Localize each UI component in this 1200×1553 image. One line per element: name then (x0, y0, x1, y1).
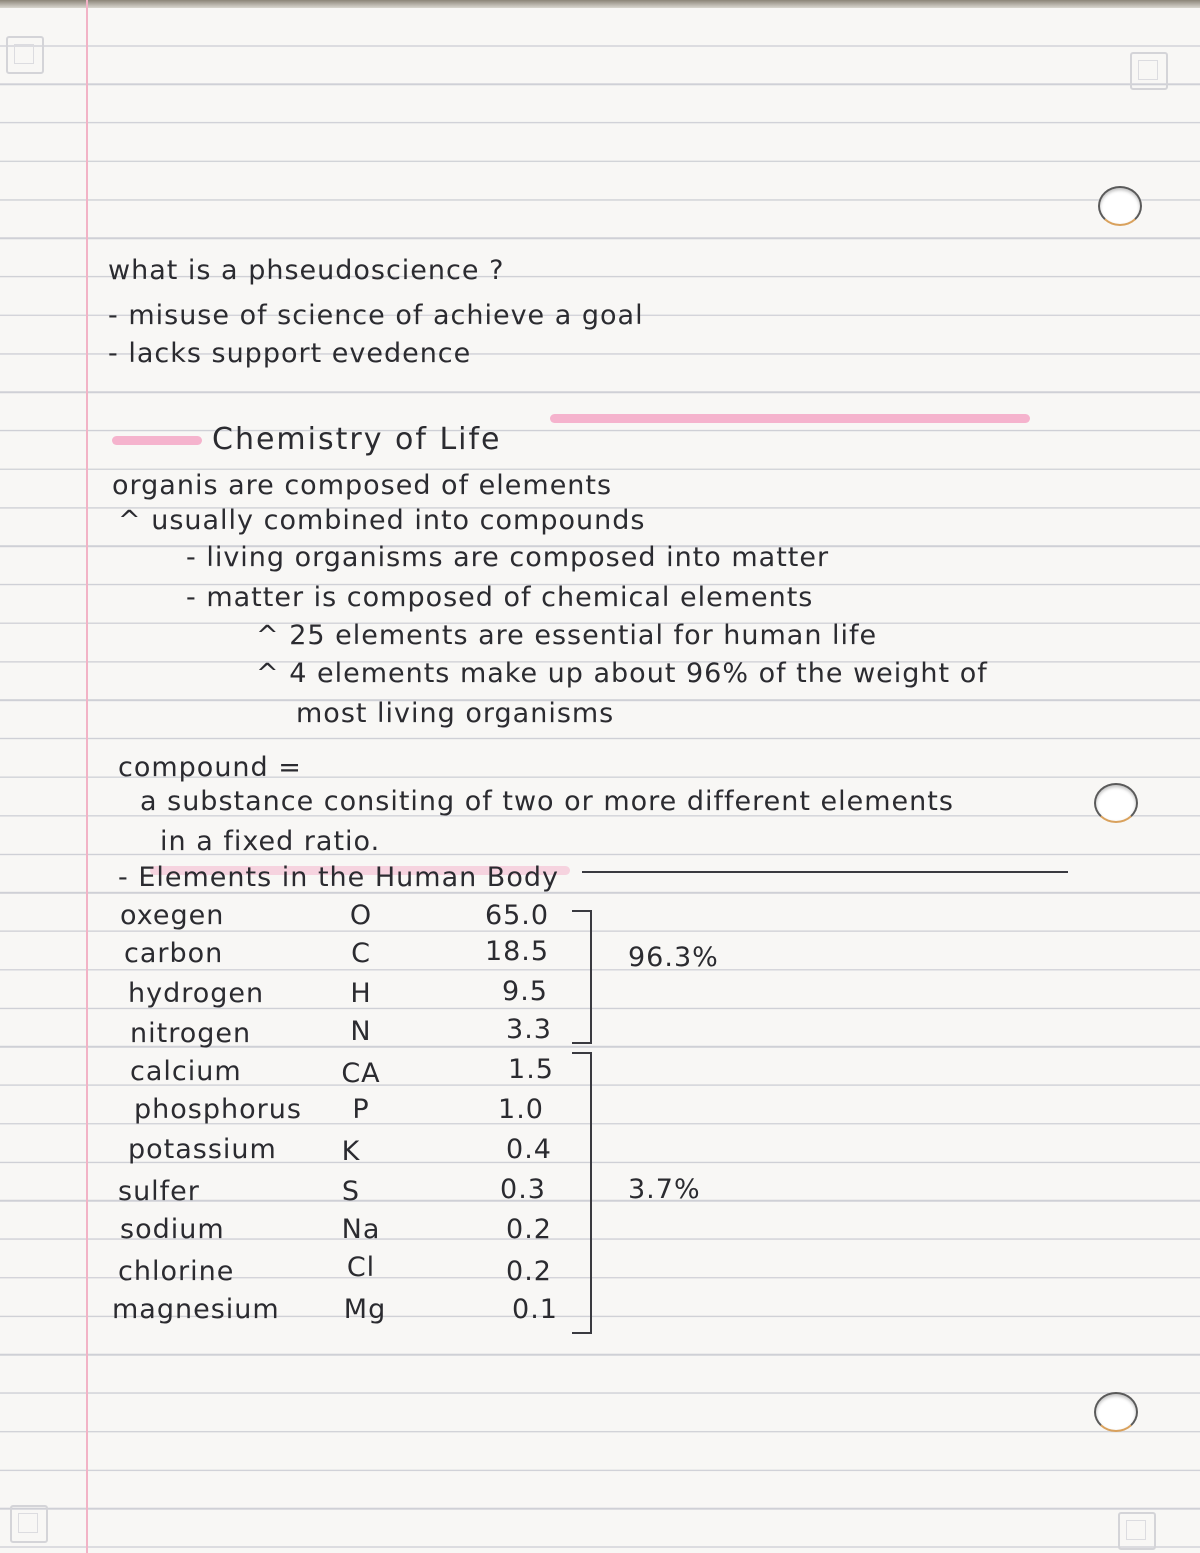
binder-hole-top (1098, 186, 1142, 226)
chem-line-4: - matter is composed of chemical elements (186, 582, 814, 613)
element-symbol: C (351, 938, 371, 969)
compound-definition-2: in a fixed ratio. (160, 826, 381, 857)
pseudoscience-point-1: - misuse of science of achieve a goal (108, 300, 644, 331)
heading-underline (582, 871, 1068, 873)
chem-line-6: ^ 4 elements make up about 96% of the weight of (256, 658, 988, 689)
element-percent: 65.0 (484, 900, 550, 931)
element-percent: 0.4 (506, 1134, 552, 1165)
element-percent: 1.0 (498, 1094, 544, 1125)
element-symbol: Mg (343, 1294, 387, 1325)
element-symbol: P (352, 1094, 370, 1125)
margin-line (86, 0, 88, 1553)
pseudoscience-question: what is a phseudoscience ? (108, 255, 505, 286)
section-title: Chemistry of Life (212, 422, 502, 457)
element-name: chlorine (118, 1256, 235, 1287)
binder-hole-middle (1094, 783, 1138, 823)
element-name: magnesium (112, 1294, 280, 1325)
element-symbol: Cl (346, 1252, 376, 1283)
element-percent: 0.2 (506, 1256, 552, 1287)
element-percent: 18.5 (484, 936, 550, 967)
element-symbol: Na (341, 1214, 381, 1245)
element-percent: 0.2 (506, 1214, 552, 1245)
compound-definition-1: a substance consiting of two or more different elements (140, 786, 954, 817)
group-1-total: 96.3% (628, 942, 719, 973)
corner-mark-bottom-right (1118, 1512, 1156, 1550)
bracket-group-1 (572, 910, 592, 1044)
title-highlight-right (550, 414, 1030, 423)
element-name: carbon (124, 938, 224, 969)
corner-mark-top-left (6, 36, 44, 74)
element-symbol: H (350, 978, 372, 1009)
group-2-total: 3.7% (628, 1174, 701, 1205)
chem-line-3: - living organisms are composed into matter (186, 542, 830, 573)
chem-line-1: organis are composed of elements (112, 470, 613, 501)
chem-line-7: most living organisms (296, 698, 615, 729)
element-name: sodium (120, 1214, 225, 1245)
element-name: oxegen (120, 900, 225, 931)
compound-label: compound = (118, 752, 302, 783)
element-symbol: K (341, 1136, 361, 1167)
element-name: nitrogen (130, 1018, 252, 1049)
element-name: phosphorus (134, 1094, 302, 1125)
element-name: sulfer (118, 1176, 200, 1207)
bracket-group-2 (572, 1052, 592, 1334)
element-percent: 1.5 (508, 1054, 554, 1085)
element-symbol: S (341, 1176, 361, 1207)
corner-mark-bottom-left (10, 1505, 48, 1543)
element-symbol: CA (341, 1058, 381, 1089)
element-percent: 0.3 (500, 1174, 546, 1205)
element-percent: 0.1 (512, 1294, 558, 1325)
pseudoscience-point-2: - lacks support evedence (108, 338, 472, 369)
element-percent: 9.5 (502, 976, 548, 1007)
chem-line-5: ^ 25 elements are essential for human life (256, 620, 878, 651)
element-name: potassium (128, 1134, 277, 1165)
binder-hole-bottom (1094, 1392, 1138, 1432)
corner-mark-top-right (1130, 52, 1168, 90)
page-top-edge (0, 0, 1200, 8)
chem-line-2: ^ usually combined into compounds (118, 505, 646, 536)
element-symbol: O (349, 900, 373, 931)
element-name: calcium (130, 1056, 242, 1087)
table-heading: - Elements in the Human Body (118, 862, 559, 893)
element-symbol: N (350, 1016, 372, 1047)
element-name: hydrogen (128, 978, 265, 1009)
element-percent: 3.3 (506, 1014, 552, 1045)
title-highlight-left (112, 436, 202, 445)
